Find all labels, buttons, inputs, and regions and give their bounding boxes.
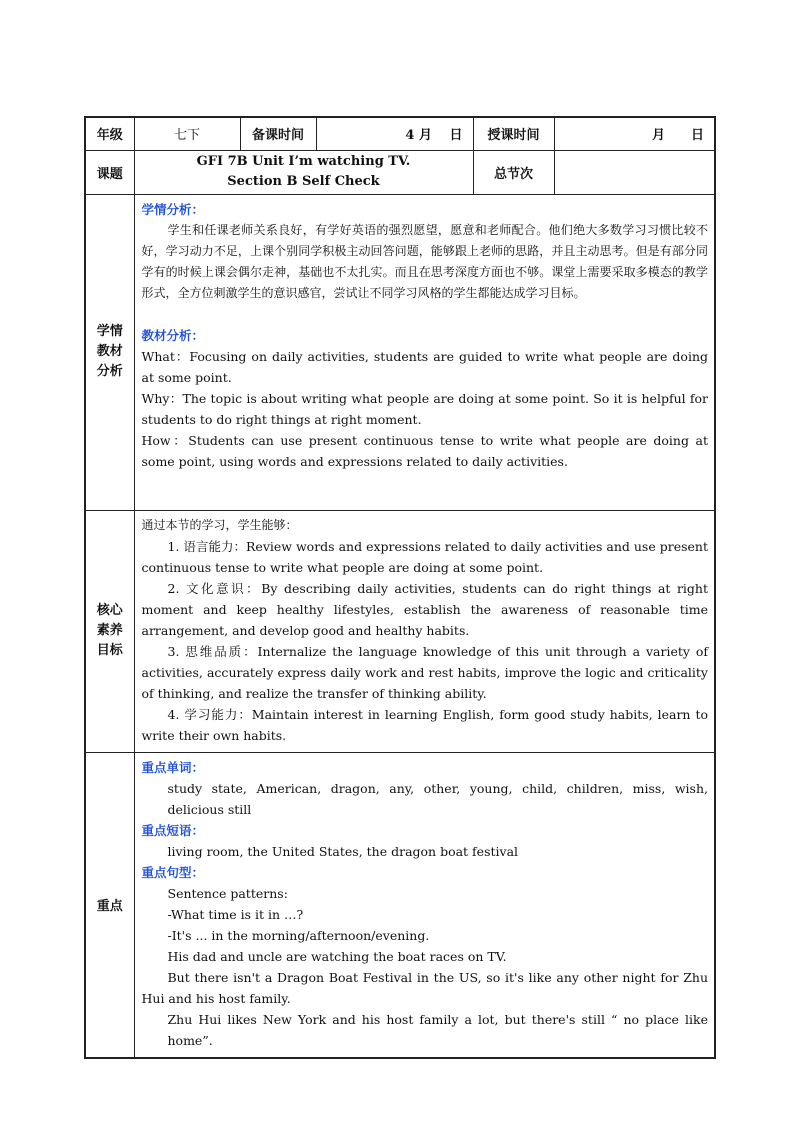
- topic-title: [134, 150, 473, 194]
- core-label-line2: 素养: [96, 623, 123, 638]
- core-item-3: 3. 思维品质：Internalize the language knowledge of this unit through a variety of activities, accurately express daily work and rest habits, improve the logic and criticality of thinking, and realize the transfer of thinking ability.: [141, 643, 708, 701]
- key-phrases-heading: 重点短语：: [141, 822, 205, 838]
- core-item-4: 4. 学习能力：Maintain interest in learning English, form good study habits, learn to write their own habits.: [141, 706, 708, 743]
- lesson-plan-table: [84, 116, 716, 1059]
- core-label-line3: 目标: [96, 643, 123, 658]
- topic-label: 课题: [85, 150, 134, 194]
- analysis-label-line3: 分析: [96, 364, 123, 379]
- material-why: Why：The topic is about writing what people are doing at some point. So it is helpful for students to do right things at right moment.: [141, 390, 708, 427]
- grade-value: 七下: [134, 117, 240, 150]
- core-goals-row: [85, 510, 715, 752]
- core-label-line1: 核心: [96, 603, 123, 618]
- lesson-plan-page: [84, 116, 714, 1059]
- analysis-label: [85, 194, 134, 510]
- key-sentences-heading: 重点句型：: [141, 864, 205, 880]
- teach-time-value: 月 日: [554, 117, 715, 150]
- key-words-heading: 重点单词：: [141, 759, 205, 775]
- key-phrases: living room, the United States, the dragon boat festival: [167, 843, 519, 859]
- focus-row: [85, 752, 715, 1058]
- student-analysis-text: 学生和任课老师关系良好，有学好英语的强烈愿望，愿意和老师配合。他们绝大多数学习习惯比较不好，学习动力不足，上课个别同学积极主动回答问题，能够跟上老师的思路，并且主动思考。但是有部分同学有的时候上课会偶尔走神，基础也不太扎实。而且在思考深度方面也不够。课堂上需要采取多模态的教学形式，全方位刺激学生的意识感官，尝试让不同学习风格的学生都能达成学习目标。: [141, 222, 708, 300]
- topic-title-line1: GFI 7B Unit I’m watching TV.: [196, 154, 411, 169]
- prep-time-value: 4 月 日: [316, 117, 473, 150]
- material-how: How：Students can use present continuous tense to write what people are doing at some point, using words and expressions related to daily activities.: [141, 432, 708, 469]
- header-row: [85, 117, 715, 150]
- topic-row: [85, 150, 715, 194]
- core-goals-label: [85, 510, 134, 752]
- grade-label: 年级: [85, 117, 134, 150]
- core-intro: 通过本节的学习，学生能够：: [141, 517, 298, 532]
- material-analysis-heading: 教材分析：: [141, 327, 205, 343]
- total-sessions-value: [554, 150, 715, 194]
- core-goals-content: [134, 510, 715, 752]
- focus-content: [134, 752, 715, 1058]
- analysis-label-line2: 教材: [96, 344, 123, 359]
- teach-time-label: 授课时间: [473, 117, 554, 150]
- material-what: What：Focusing on daily activities, students are guided to write what people are doing at some point.: [141, 348, 708, 385]
- core-item-1: 1. 语言能力：Review words and expressions related to daily activities and use present continuous tense to write what people are doing at some point.: [141, 538, 708, 575]
- total-sessions-label: 总节次: [473, 150, 554, 194]
- sentence-1: Sentence patterns:: [167, 885, 288, 901]
- sentence-2: -What time is it in …?: [167, 906, 304, 922]
- focus-label: 重点: [85, 752, 134, 1058]
- sentence-5: But there isn't a Dragon Boat Festival in the US, so it's like any other night for Zhu Hui and his host family.: [141, 969, 708, 1006]
- analysis-label-line1: 学情: [96, 324, 123, 339]
- prep-time-label: 备课时间: [240, 117, 316, 150]
- core-item-2: 2. 文化意识：By describing daily activities, students can do right things at right moment and keep healthy lifestyles, establish the awareness of reasonable time arrangement, and develop good and healthy habits.: [141, 580, 708, 638]
- analysis-row: [85, 194, 715, 510]
- sentence-3: -It's ... in the morning/afternoon/evening.: [167, 927, 430, 943]
- sentence-6: Zhu Hui likes New York and his host family a lot, but there's still “ no place like home”.: [167, 1011, 708, 1048]
- sentence-4: His dad and uncle are watching the boat races on TV.: [167, 948, 507, 964]
- analysis-content: [134, 194, 715, 510]
- topic-title-line2: Section B Self Check: [227, 174, 380, 189]
- student-analysis-heading: 学情分析：: [141, 201, 205, 217]
- key-words: study state, American, dragon, any, other, young, child, children, miss, wish, delicious still: [167, 780, 708, 817]
